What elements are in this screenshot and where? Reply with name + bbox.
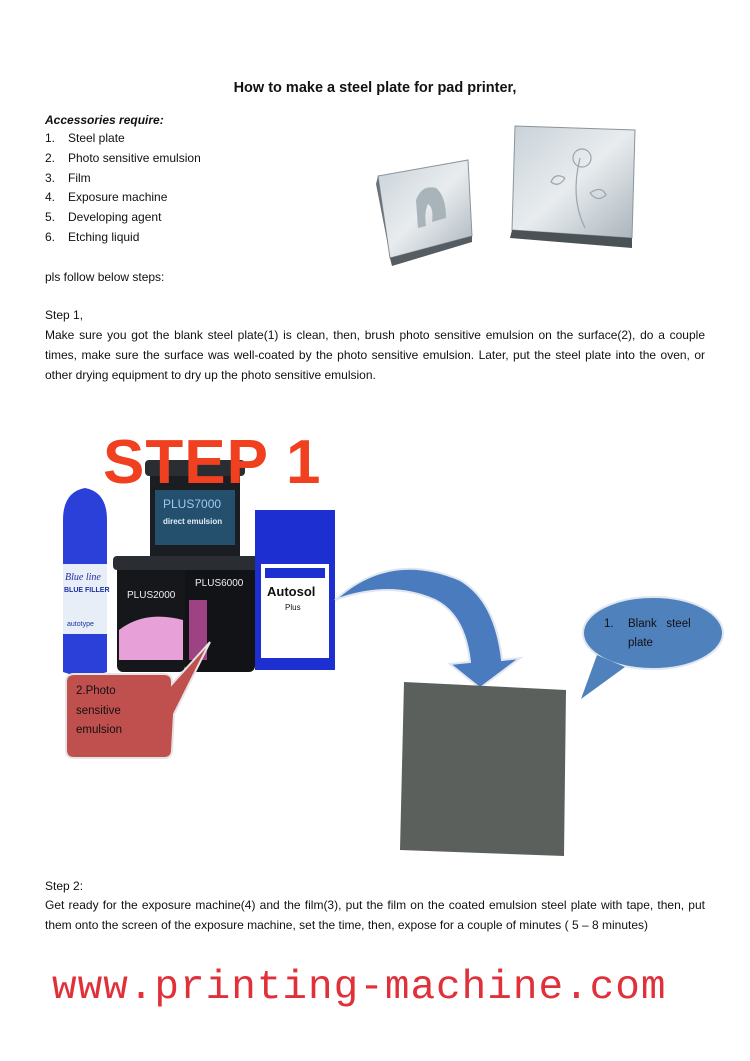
plate-callout-line1: Blank steel xyxy=(628,618,691,630)
product-label: Autosol xyxy=(267,584,316,599)
accessories-list xyxy=(45,129,201,248)
steel-plates-image xyxy=(370,118,645,268)
list-label: Exposure machine xyxy=(68,190,168,205)
list-label: Photo sensitive emulsion xyxy=(68,150,201,165)
product-label: PLUS2000 xyxy=(127,590,176,601)
list-label: Film xyxy=(68,170,91,185)
intro-text: pls follow below steps: xyxy=(45,270,165,284)
product-label: PLUS7000 xyxy=(163,497,222,511)
product-label: direct emulsion xyxy=(163,517,223,526)
list-label: Etching liquid xyxy=(68,229,140,244)
blank-steel-plate-image xyxy=(398,680,570,858)
list-number: 6. xyxy=(45,229,56,244)
list-number: 5. xyxy=(45,210,56,225)
step2-heading: Step 2: xyxy=(45,879,84,893)
list-number: 2. xyxy=(45,150,56,165)
list-item xyxy=(45,188,201,208)
emulsion-callout-line3: emulsion xyxy=(76,724,123,736)
list-number: 1. xyxy=(45,131,56,145)
curved-arrow-icon xyxy=(330,560,550,690)
list-item xyxy=(45,169,201,189)
product-label: Blue line xyxy=(65,572,101,583)
step1-banner: STEP 1 xyxy=(103,428,322,497)
product-label: autotype xyxy=(67,621,94,628)
step1-body: Make sure you got the blank steel plate(1) is clean, then, brush photo sensitive emulsion on the surface(2), do a couple times, make sure the surface was well-coated by the photo sensitive emulsion. Later, put the steel plate into the oven, or other drying equipment to dry up the photo sensitive emulsion. xyxy=(45,328,705,382)
plate-callout-number: 1. xyxy=(604,618,614,630)
list-number: 4. xyxy=(45,190,56,205)
list-label: Steel plate xyxy=(68,131,125,145)
product-label: Plus xyxy=(285,603,301,612)
step2-body: Get ready for the exposure machine(4) and the film(3), put the film on the coated emulsion steel plate with tape, then, put them onto the screen of the exposure machine, set the time, then, expose for a couple of minutes ( 5 – 8 minutes) xyxy=(45,898,705,932)
step1-heading: Step 1, xyxy=(45,308,84,322)
emulsion-callout-line1: 2.Photo xyxy=(76,685,116,697)
list-item xyxy=(45,149,201,169)
list-item xyxy=(45,228,201,248)
watermark: www.printing-machine.com xyxy=(52,965,667,1011)
emulsion-callout-line2: sensitive xyxy=(76,705,121,717)
list-item xyxy=(45,208,201,228)
product-label: PLUS6000 xyxy=(195,578,244,589)
product-label: BLUE FILLER xyxy=(64,587,110,594)
plate-callout-line2: plate xyxy=(628,637,653,649)
page-title: How to make a steel plate for pad printer, xyxy=(233,80,517,96)
list-item xyxy=(45,129,201,149)
list-number: 3. xyxy=(45,170,56,185)
accessories-heading: Accessories require: xyxy=(45,113,164,127)
list-label: Developing agent xyxy=(68,210,162,225)
